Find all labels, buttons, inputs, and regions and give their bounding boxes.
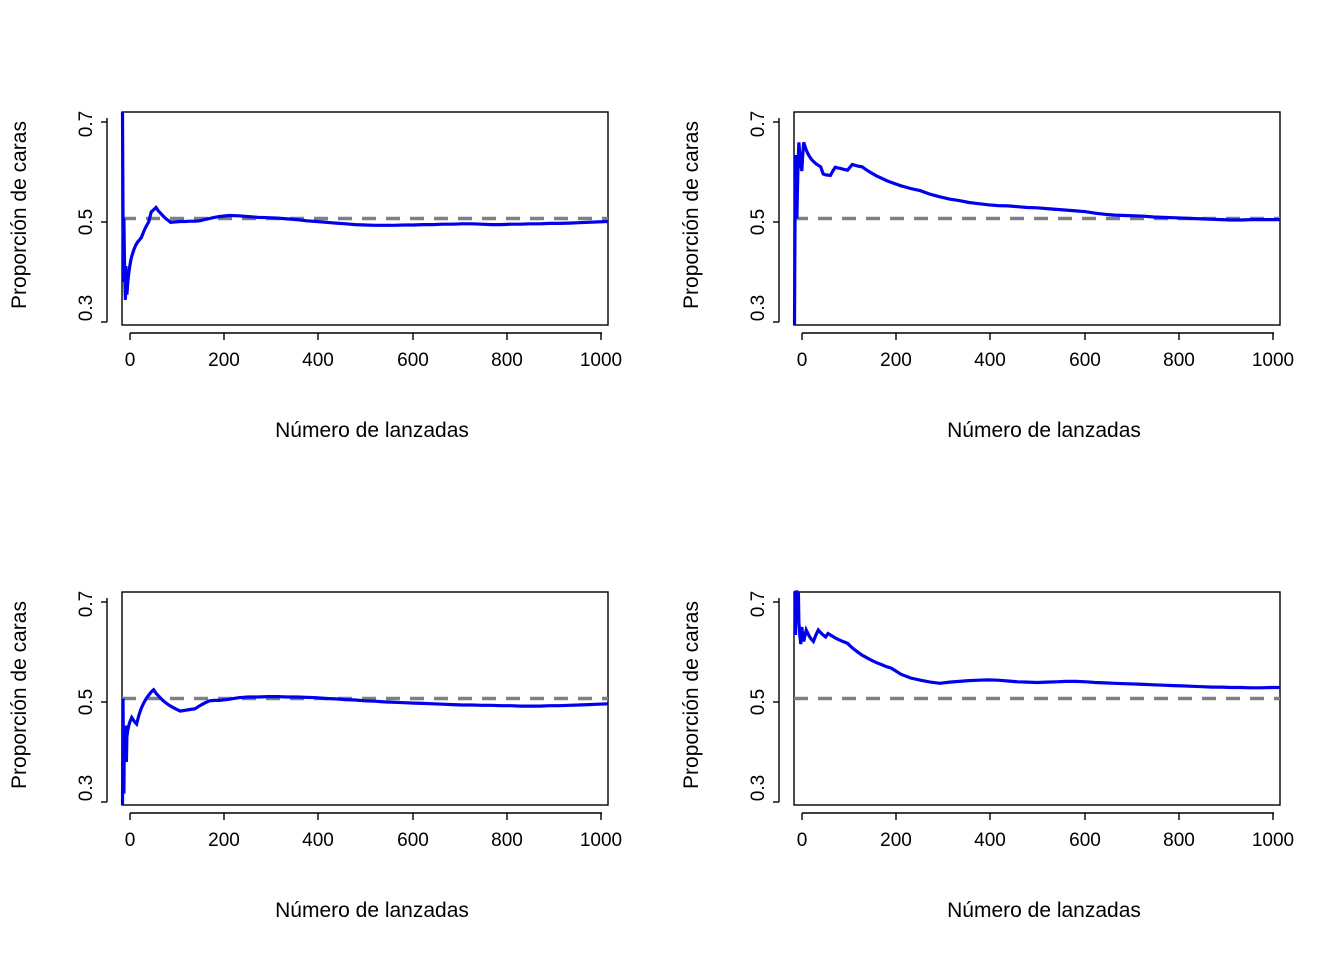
x-tick-label: 600 <box>397 350 429 371</box>
x-tick-label: 200 <box>208 830 240 851</box>
y-tick-labels-1 <box>748 111 769 321</box>
x-axis-line-0 <box>130 333 602 340</box>
x-tick-label: 0 <box>124 350 136 371</box>
y-axis-line-3 <box>773 598 779 802</box>
x-axis-line-2 <box>130 813 602 820</box>
y-tick-label: 0.7 <box>748 110 769 138</box>
plot-svg-0 <box>0 0 672 480</box>
y-tick-labels-0 <box>76 111 97 321</box>
x-tick-labels-0 <box>125 350 622 371</box>
x-tick-label: 200 <box>880 350 912 371</box>
y-tick-label: 0.5 <box>76 688 97 716</box>
y-axis-title-text: Proporción de caras <box>8 121 31 309</box>
data-line-1 <box>795 142 1281 325</box>
y-tick-label: 0.3 <box>748 294 769 322</box>
data-line-0 <box>123 112 609 300</box>
y-tick-label: 0.7 <box>76 590 97 618</box>
x-tick-label: 0 <box>796 350 808 371</box>
x-tick-label: 800 <box>1163 830 1195 851</box>
x-tick-label: 400 <box>974 350 1006 371</box>
y-tick-label: 0.3 <box>76 774 97 802</box>
x-tick-label: 1000 <box>579 350 623 371</box>
y-axis-title-text: Proporción de caras <box>680 601 703 789</box>
y-tick-labels-2 <box>76 591 97 801</box>
x-tick-label: 600 <box>1069 350 1101 371</box>
x-axis-line-3 <box>802 813 1274 820</box>
x-axis-line-1 <box>802 333 1274 340</box>
y-axis-title-0 <box>8 121 31 309</box>
data-line-2 <box>123 690 609 805</box>
y-tick-labels-3 <box>748 591 769 801</box>
x-tick-labels-3 <box>797 830 1294 851</box>
x-tick-label: 1000 <box>579 830 623 851</box>
x-tick-label: 200 <box>208 350 240 371</box>
x-axis-title-text: Número de lanzadas <box>275 899 469 922</box>
plot-svg-1 <box>672 0 1344 480</box>
y-axis-title-text: Proporción de caras <box>680 121 703 309</box>
x-tick-label: 400 <box>974 830 1006 851</box>
y-tick-label: 0.3 <box>748 774 769 802</box>
x-axis-title-text: Número de lanzadas <box>947 419 1141 442</box>
y-axis-title-text: Proporción de caras <box>8 601 31 789</box>
x-tick-label: 800 <box>491 350 523 371</box>
chart-panel-1 <box>672 0 1344 480</box>
y-tick-label: 0.7 <box>76 110 97 138</box>
x-tick-label: 600 <box>1069 830 1101 851</box>
x-tick-label: 1000 <box>1251 350 1295 371</box>
x-tick-label: 200 <box>880 830 912 851</box>
x-tick-label: 400 <box>302 350 334 371</box>
plot-svg-2 <box>0 480 672 960</box>
data-line-3 <box>795 592 1281 688</box>
y-tick-label: 0.5 <box>748 208 769 236</box>
x-tick-label: 800 <box>1163 350 1195 371</box>
chart-panel-2 <box>0 480 672 960</box>
y-axis-line-0 <box>101 118 107 322</box>
y-tick-label: 0.7 <box>748 590 769 618</box>
chart-panel-0 <box>0 0 672 480</box>
y-tick-label: 0.3 <box>76 294 97 322</box>
x-tick-label: 1000 <box>1251 830 1295 851</box>
x-axis-title-text: Número de lanzadas <box>275 419 469 442</box>
plot-svg-3 <box>672 480 1344 960</box>
x-tick-labels-2 <box>125 830 622 851</box>
y-axis-title-2 <box>8 601 31 789</box>
chart-panel-3 <box>672 480 1344 960</box>
x-tick-label: 600 <box>397 830 429 851</box>
y-tick-label: 0.5 <box>748 688 769 716</box>
x-tick-label: 0 <box>124 830 136 851</box>
x-tick-label: 400 <box>302 830 334 851</box>
y-axis-title-3 <box>680 601 703 789</box>
x-axis-title-text: Número de lanzadas <box>947 899 1141 922</box>
y-axis-title-1 <box>680 121 703 309</box>
x-tick-label: 800 <box>491 830 523 851</box>
x-tick-labels-1 <box>797 350 1294 371</box>
y-axis-line-2 <box>101 598 107 802</box>
x-tick-label: 0 <box>796 830 808 851</box>
y-axis-line-1 <box>773 118 779 322</box>
y-tick-label: 0.5 <box>76 208 97 236</box>
